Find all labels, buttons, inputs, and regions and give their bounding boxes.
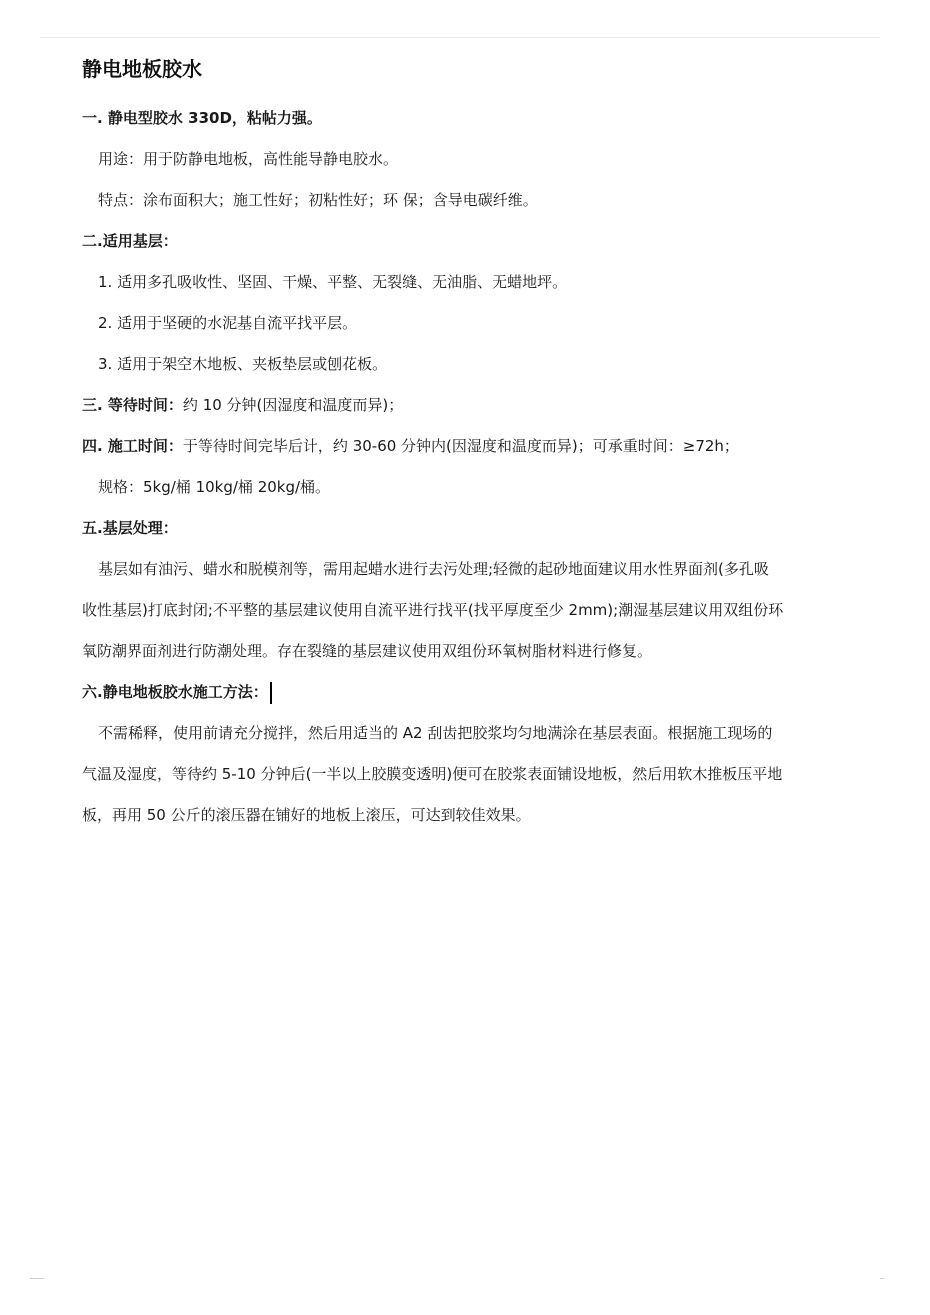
section-6-heading-line [82, 672, 842, 713]
section-4-text: 于等待时间完毕后计，约 30-60 分钟内(因湿度和温度而异)；可承重时间：≥72h； [182, 437, 739, 455]
page-top-rule [40, 37, 880, 38]
page-footer-mark [30, 1278, 44, 1279]
section-3-heading: 三. 等待时间： [82, 396, 183, 414]
section-3-line [82, 385, 842, 426]
section-5-line: 收性基层)打底封闭;不平整的基层建议使用自流平进行找平(找平厚度至少 2mm);潮湿基层建议用双组份环 [82, 601, 784, 619]
document-title: 静电地板胶水 [82, 57, 202, 81]
section-4-heading: 四. 施工时间： [82, 437, 183, 455]
section-4-spec: 规格：5kg/桶 10kg/桶 20kg/桶。 [98, 478, 331, 496]
text-cursor [270, 682, 272, 704]
page-footer-mark [880, 1278, 884, 1279]
section-1-heading: 一. 静电型胶水 330D，粘帖力强。 [82, 109, 322, 127]
section-2-heading: 二.适用基层： [82, 232, 178, 250]
section-6-heading: 六.静电地板胶水施工方法： [82, 683, 268, 701]
section-5-line: 基层如有油污、蜡水和脱模剂等，需用起蜡水进行去污处理;轻微的起砂地面建议用水性界面剂(多孔吸 [98, 560, 769, 578]
section-5-heading: 五.基层处理： [82, 519, 178, 537]
section-4-line [82, 426, 842, 467]
section-5-line: 氧防潮界面剂进行防潮处理。存在裂缝的基层建议使用双组份环氧树脂材料进行修复。 [82, 642, 653, 660]
section-3-text: 约 10 分钟(因湿度和温度而异)； [182, 396, 404, 414]
section-2-item: 1. 适用多孔吸收性、坚固、干燥、平整、无裂缝、无油脂、无蜡地坪。 [98, 273, 568, 291]
section-2-item: 3. 适用于架空木地板、夹板垫层或刨花板。 [98, 355, 388, 373]
document-body [82, 54, 842, 836]
section-6-line: 气温及湿度，等待约 5-10 分钟后(一半以上胶膜变透明)便可在胶浆表面铺设地板，然后用软木推板压平地 [82, 765, 783, 783]
section-1-usage: 用途：用于防静电地板，高性能导静电胶水。 [98, 150, 399, 168]
section-6-line: 不需稀释，使用前请充分搅拌，然后用适当的 A2 刮齿把胶浆均匀地满涂在基层表面。根据施工现场的 [98, 724, 773, 742]
section-1-features: 特点：涂布面积大；施工性好；初粘性好；环 保；含导电碳纤维。 [98, 191, 538, 209]
section-2-item: 2. 适用于坚硬的水泥基自流平找平层。 [98, 314, 358, 332]
section-6-line: 板，再用 50 公斤的滚压器在铺好的地板上滚压，可达到较佳效果。 [82, 806, 531, 824]
